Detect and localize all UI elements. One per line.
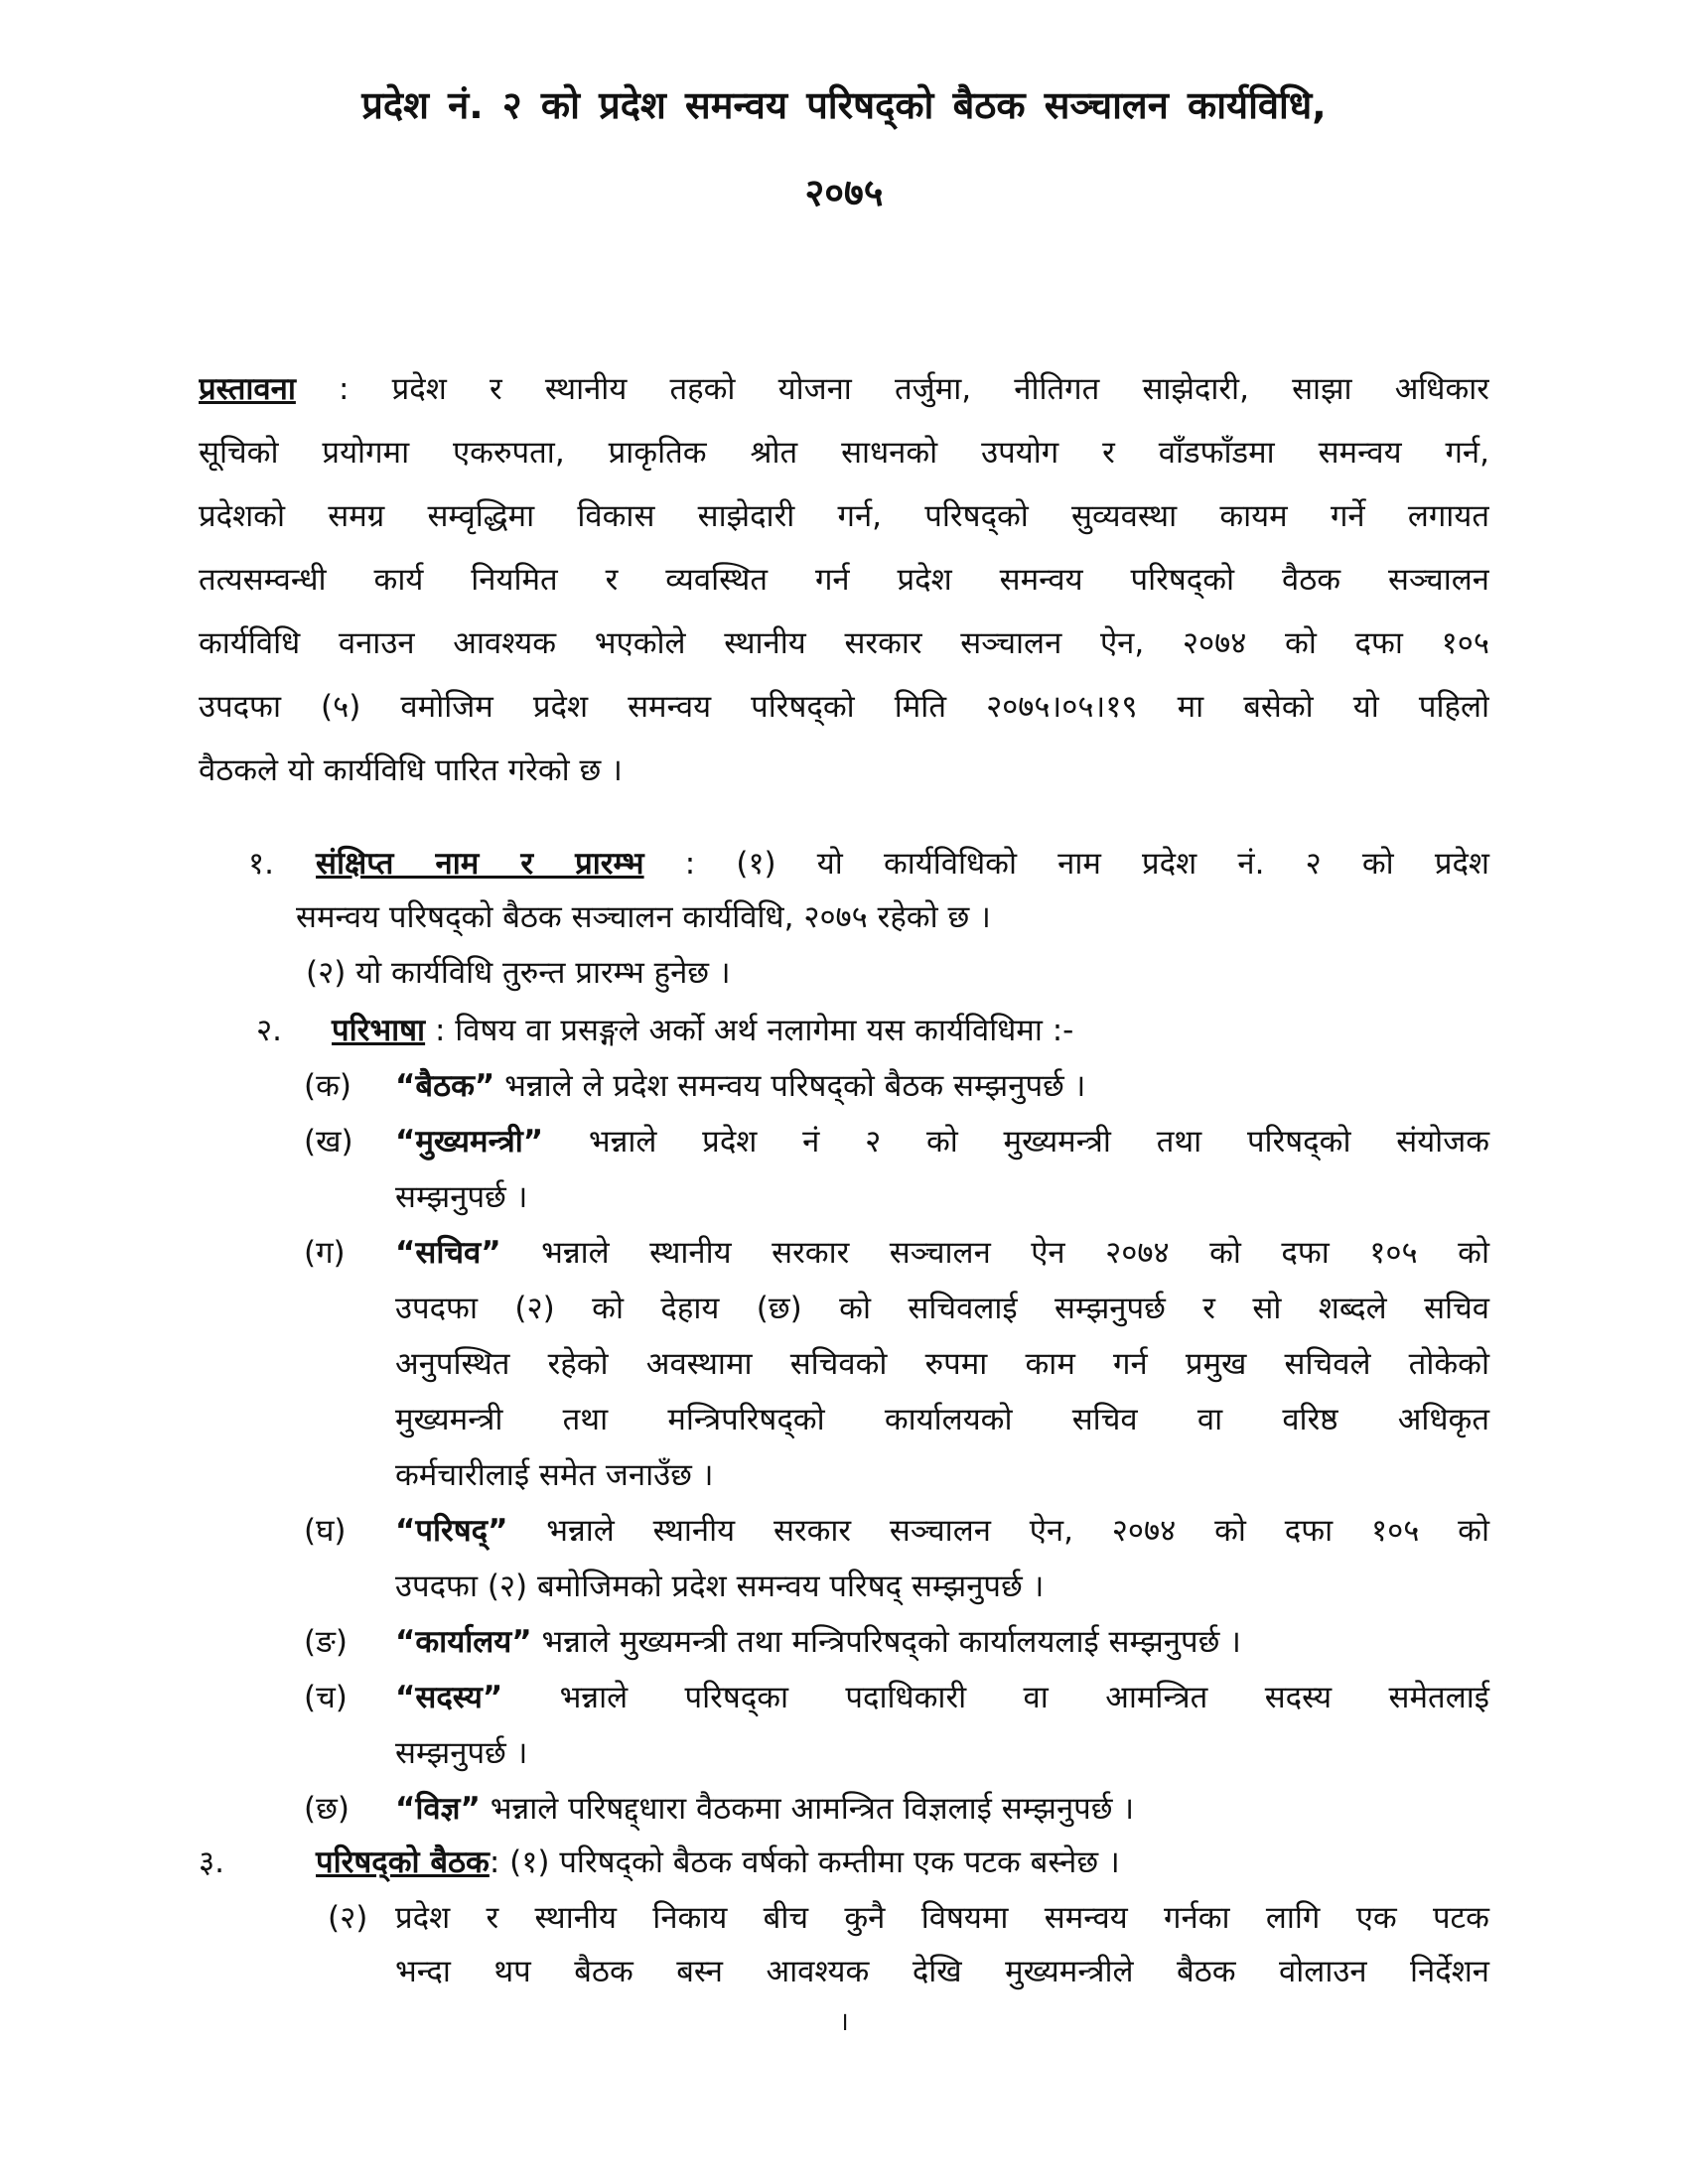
definition-mark: (च) <box>304 1680 348 1715</box>
definition-line: सम्झनुपर्छ । <box>395 1735 528 1771</box>
definition-term: “मुख्यमन्त्री” <box>395 1124 544 1160</box>
definition-mark: (घ) <box>304 1513 347 1549</box>
preamble-line <box>199 357 1489 421</box>
definition-text: भन्नाले स्थानीय सरकार सञ्चालन ऐन २०७४ को दफा १०५ को <box>541 1235 1489 1271</box>
definition-line <box>395 1622 1241 1662</box>
preamble-heading: प्रस्तावना <box>199 371 296 407</box>
definition-term: “सचिव” <box>395 1235 501 1271</box>
document-title: प्रदेश नं. २ को प्रदेश समन्वय परिषद्को बैठक सञ्चालन कार्यविधि, <box>361 83 1327 127</box>
preamble-line: तत्यसम्वन्धी कार्य नियमित र व्यवस्थित गर्न प्रदेश समन्वय परिषद्को वैठक सञ्चालन <box>199 562 1489 598</box>
section-3-subclause-mark: (२) <box>328 1900 368 1936</box>
definition-term: “कार्यालय” <box>395 1624 532 1660</box>
definition-text: भन्नाले परिषद्द्धारा वैठकमा आमन्त्रित विज्ञलाई सम्झनुपर्छ । <box>490 1791 1135 1827</box>
definition-line <box>395 1066 1085 1106</box>
section-1-line: समन्वय परिषद्को बैठक सञ्चालन कार्यविधि, २०७५ रहेको छ । <box>296 899 991 935</box>
section-3-subclause-line: भन्दा थप बैठक बस्न आवश्यक देखि मुख्यमन्त्रीले बैठक वोलाउन निर्देशन <box>395 1954 1489 1989</box>
section-text: : विषय वा प्रसङ्गले अर्को अर्थ नलागेमा यस कार्यविधिमा :- <box>425 1013 1074 1048</box>
preamble-line: उपदफा (५) वमोजिम प्रदेश समन्वय परिषद्को मिति २०७५।०५।१९ मा बसेको यो पहिलो <box>199 689 1489 725</box>
definition-text: भन्नाले प्रदेश नं २ को मुख्यमन्त्री तथा परिषद्को संयोजक <box>588 1124 1490 1160</box>
section-number: ३. <box>199 1844 224 1880</box>
section-1-subclause: (२) यो कार्यविधि तुरुन्त प्रारम्भ हुनेछ । <box>306 955 731 991</box>
definition-mark: (ग) <box>304 1235 346 1271</box>
preamble-line: प्रदेशको समग्र सम्वृद्धिमा विकास साझेदारी गर्न, परिषद्को सुव्यवस्था कायम गर्ने लगायत <box>199 498 1489 534</box>
preamble-line: वैठकले यो कार्यविधि पारित गरेको छ । <box>199 752 623 788</box>
section-heading: संक्षिप्त नाम र प्रारम्भ <box>316 846 644 882</box>
preamble <box>199 357 1489 802</box>
definition-line: उपदफा (२) बमोजिमको प्रदेश समन्वय परिषद् सम्झनुपर्छ । <box>395 1569 1045 1604</box>
section-2-line <box>332 1011 1073 1050</box>
definition-mark: (छ) <box>304 1791 350 1827</box>
definition-text: भन्नाले स्थानीय सरकार सञ्चालन ऐन, २०७४ को दफा १०५ को <box>546 1513 1490 1549</box>
preamble-line: सूचिको प्रयोगमा एकरुपता, प्राकृतिक श्रोत साधनको उपयोग र वाँडफाँडमा समन्वय गर्न, <box>199 435 1489 471</box>
section-text: : (१) परिषद्को बैठक वर्षको कम्तीमा एक पटक बस्नेछ । <box>489 1844 1120 1880</box>
definition-mark: (क) <box>304 1068 352 1104</box>
definition-line <box>395 1511 1489 1551</box>
definition-text: भन्नाले परिषद्का पदाधिकारी वा आमन्त्रित सदस्य समेतलाई <box>559 1680 1489 1715</box>
definition-term: “सदस्य” <box>395 1680 503 1715</box>
section-text: (१) यो कार्यविधिको नाम प्रदेश नं. २ को प्रदेश <box>736 846 1490 882</box>
definition-mark: (ङ) <box>304 1624 348 1660</box>
page-number: । <box>839 2007 849 2037</box>
section-1-line <box>316 844 1489 884</box>
definition-text: भन्नाले मुख्यमन्त्री तथा मन्त्रिपरिषद्को कार्यालयलाई सम्झनुपर्छ । <box>541 1624 1241 1660</box>
definition-term: “परिषद्” <box>395 1513 508 1549</box>
preamble-line: कार्यविधि वनाउन आवश्यक भएकोले स्थानीय सरकार सञ्चालन ऐन, २०७४ को दफा १०५ <box>199 625 1489 661</box>
definition-line <box>395 1233 1489 1273</box>
definition-term: “विज्ञ” <box>395 1791 481 1827</box>
definition-text: भन्नाले ले प्रदेश समन्वय परिषद्को बैठक सम्झनुपर्छ । <box>504 1068 1086 1104</box>
definition-line <box>395 1678 1489 1717</box>
definition-line: उपदफा (२) को देहाय (छ) को सचिवलाई सम्झनुपर्छ र सो शब्दले सचिव <box>395 1291 1489 1326</box>
section-heading: परिभाषा <box>332 1013 426 1048</box>
definition-line <box>395 1789 1134 1829</box>
definition-line: मुख्यमन्त्री तथा मन्त्रिपरिषद्को कार्यालयको सचिव वा वरिष्ठ अधिकृत <box>395 1402 1489 1437</box>
section-3-subclause-line: प्रदेश र स्थानीय निकाय बीच कुनै विषयमा समन्वय गर्नका लागि एक पटक <box>395 1900 1489 1936</box>
definition-line <box>395 1122 1489 1161</box>
definition-line: कर्मचारीलाई समेत जनाउँछ । <box>395 1457 714 1493</box>
section-heading: परिषद्को बैठक <box>316 1844 490 1880</box>
section-number: २. <box>256 1013 282 1048</box>
document-title-year: २०७५ <box>804 171 884 214</box>
definition-term: “बैठक” <box>395 1068 495 1104</box>
preamble-separator: : <box>295 371 392 407</box>
definition-line: अनुपस्थित रहेको अवस्थामा सचिवको रुपमा काम गर्न प्रमुख सचिवले तोकेको <box>395 1346 1489 1382</box>
section-3-line <box>316 1843 1120 1882</box>
definition-line: सम्झनुपर्छ । <box>395 1179 528 1215</box>
preamble-text: प्रदेश र स्थानीय तहको योजना तर्जुमा, नीतिगत साझेदारी, साझा अधिकार <box>391 371 1489 407</box>
section-separator: : <box>643 846 737 882</box>
definition-mark: (ख) <box>304 1124 353 1160</box>
section-number: १. <box>248 846 274 882</box>
